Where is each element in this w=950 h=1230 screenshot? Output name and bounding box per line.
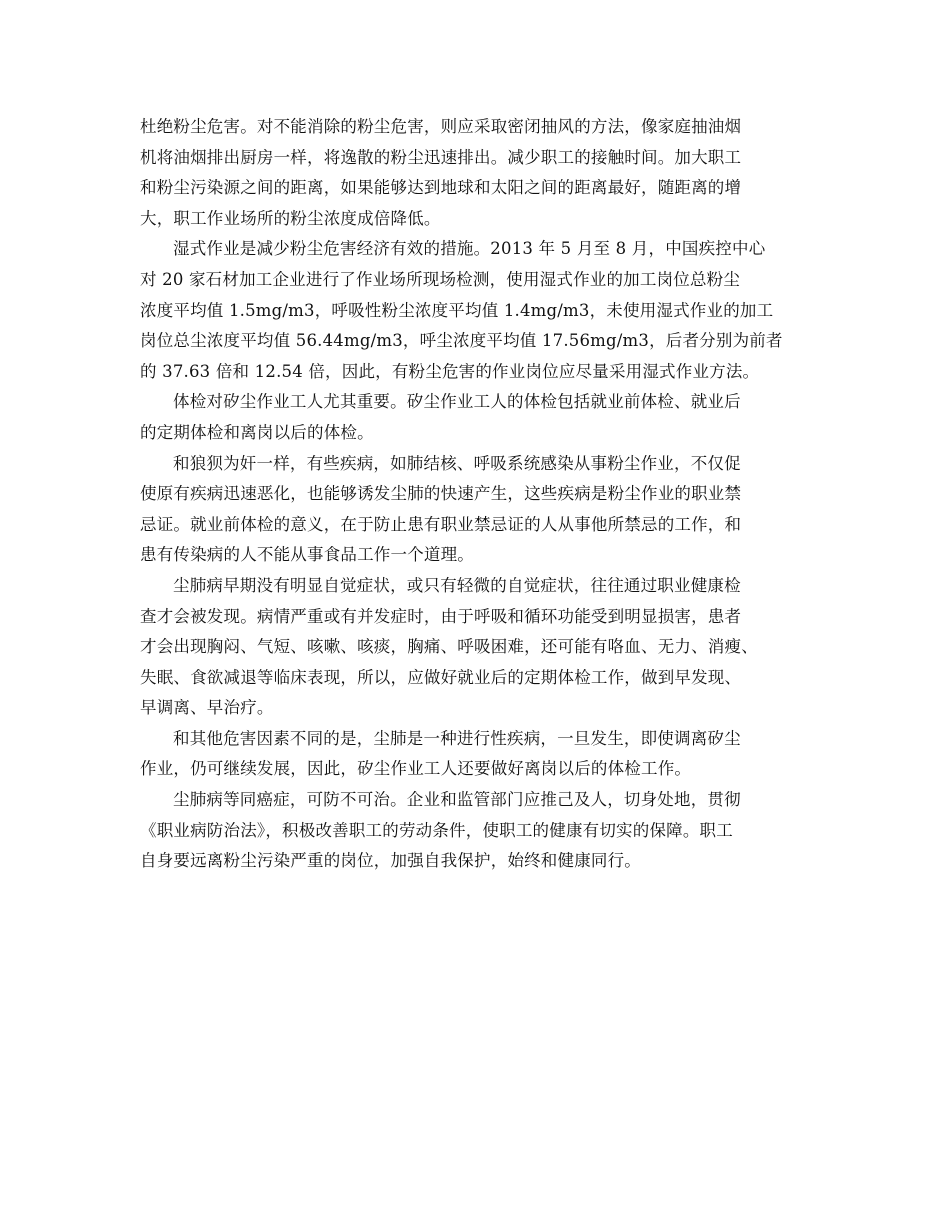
text-line: 体检对矽尘作业工人尤其重要。矽尘作业工人的体检包括就业前体检、就业后: [173, 392, 741, 412]
text-line: 使原有疾病迅速恶化，也能够诱发尘肺的快速产生，这些疾病是粉尘作业的职业禁: [140, 484, 742, 504]
text-line: 和狼狈为奸一样，有些疾病，如肺结核、呼吸系统感染从事粉尘作业，不仅促: [173, 453, 741, 473]
paragraph-6: [140, 724, 820, 785]
text-line: 和其他危害因素不同的是，尘肺是一种进行性疾病，一旦发生，即使调离矽尘: [173, 728, 741, 748]
paragraph-4: [140, 449, 820, 571]
text-line: 早调离、早治疗。: [140, 698, 274, 718]
text-line: 自身要远离粉尘污染严重的岗位，加强自我保护，始终和健康同行。: [140, 851, 641, 871]
document-body: [140, 112, 820, 877]
text-line: 浓度平均值 1.5mg/m3，呼吸性粉尘浓度平均值 1.4mg/m3，未使用湿式作业的加工: [140, 300, 774, 320]
text-line: 和粉尘污染源之间的距离，如果能够达到地球和太阳之间的距离最好，随距离的增: [140, 178, 742, 198]
paragraph-2: [140, 234, 820, 387]
text-line: 查才会被发现。病情严重或有并发症时，由于呼吸和循环功能受到明显损害，患者: [140, 606, 742, 626]
paragraph-3: [140, 387, 820, 448]
text-line: 《职业病防治法》，积极改善职工的劳动条件，使职工的健康有切实的保障。职工: [140, 820, 733, 840]
paragraph-5: [140, 571, 820, 724]
paragraph-1: [140, 112, 820, 234]
text-line: 尘肺病早期没有明显自觉症状，或只有轻微的自觉症状，往往通过职业健康检: [173, 575, 741, 595]
text-line: 湿式作业是减少粉尘危害经济有效的措施。2013 年 5 月至 8 月，中国疾控中心: [173, 239, 766, 259]
paragraph-7: [140, 785, 820, 877]
text-line: 杜绝粉尘危害。对不能消除的粉尘危害，则应采取密闭抽风的方法，像家庭抽油烟: [140, 117, 742, 136]
text-line: 忌证。就业前体检的意义，在于防止患有职业禁忌证的人从事他所禁忌的工作，和: [140, 514, 742, 534]
text-line: 才会出现胸闷、气短、咳嗽、咳痰，胸痛、呼吸困难，还可能有咯血、无力、消瘦、: [140, 637, 758, 657]
text-line: 失眠、食欲减退等临床表现，所以，应做好就业后的定期体检工作，做到早发现、: [140, 667, 742, 687]
text-line: 作业，仍可继续发展，因此，矽尘作业工人还要做好离岗以后的体检工作。: [140, 759, 692, 779]
text-line: 机将油烟排出厨房一样，将逸散的粉尘迅速排出。减少职工的接触时间。加大职工: [140, 147, 742, 167]
text-line: 的 37.63 倍和 12.54 倍，因此，有粉尘危害的作业岗位应尽量采用湿式作业方法。: [140, 361, 760, 381]
text-line: 大，职工作业场所的粉尘浓度成倍降低。: [140, 208, 441, 228]
text-line: 患有传染病的人不能从事食品工作一个道理。: [140, 545, 474, 565]
text-line: 岗位总尘浓度平均值 56.44mg/m3，呼尘浓度平均值 17.56mg/m3，后者分别为前者: [140, 331, 783, 351]
text-line: 尘肺病等同癌症，可防不可治。企业和监管部门应推己及人，切身处地，贯彻: [173, 790, 741, 810]
text-line: 的定期体检和离岗以后的体检。: [140, 422, 374, 442]
text-line: 对 20 家石材加工企业进行了作业场所现场检测，使用湿式作业的加工岗位总粉尘: [140, 269, 741, 289]
